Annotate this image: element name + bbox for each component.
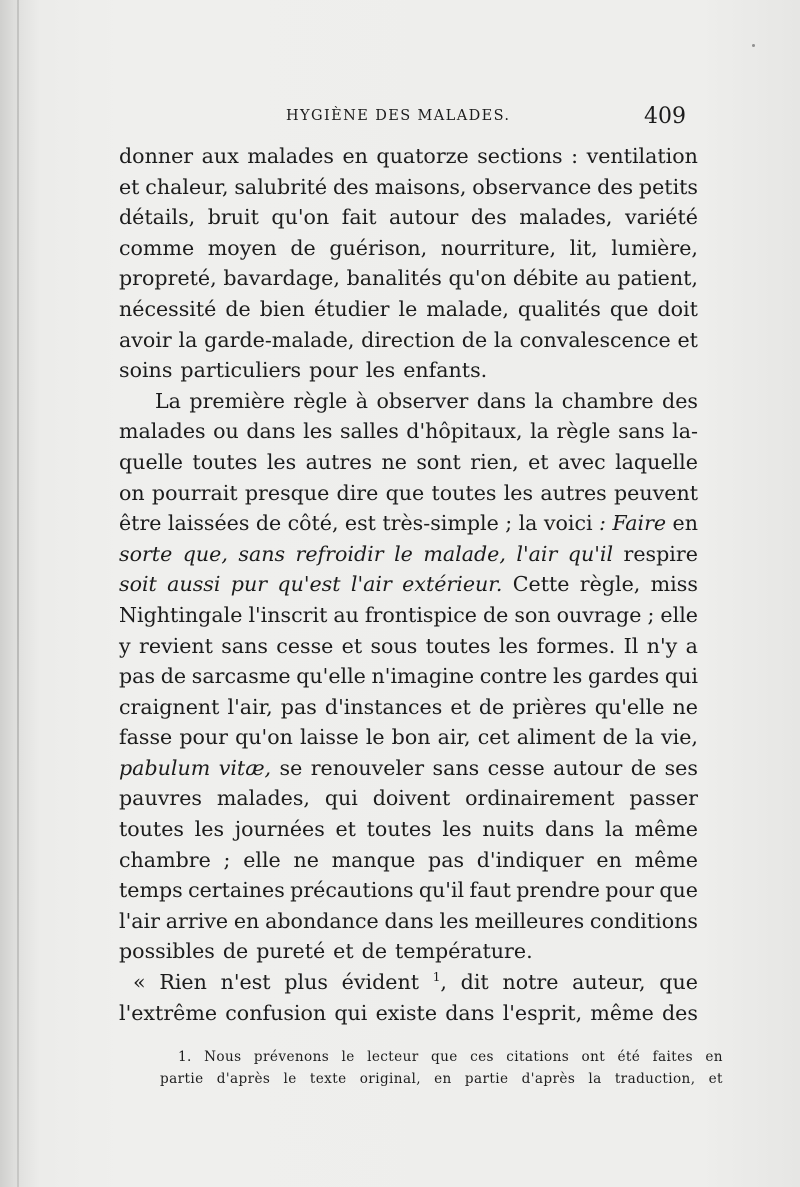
text-line: pauvres malades, qui doivent ordinairement passer — [119, 786, 698, 811]
page-header — [286, 104, 686, 134]
page-number: 409 — [644, 104, 686, 129]
text-line: propreté, bavardage, banalités qu'on débite au patient, — [119, 266, 698, 291]
running-head: HYGIÈNE DES MALADES. — [286, 108, 511, 124]
text-line: sorte que, sans refroidir le malade, l'air qu'il respire — [119, 541, 698, 566]
text-line: être laissées de côté, est très-simple ; la voici : Faire en — [119, 511, 698, 536]
footnote-line: partie d'après le texte original, en partie d'après la traduction, et — [160, 1071, 723, 1087]
text-line: détails, bruit qu'on fait autour des malades, variété — [119, 205, 698, 230]
text-line: on pourrait presque dire que toutes les autres peuvent — [119, 480, 698, 505]
text-line: y revient sans cesse et sous toutes les formes. Il n'y a — [119, 633, 698, 658]
footnote-line: 1. Nous prévenons le lecteur que ces citations ont été faites en — [178, 1049, 723, 1065]
text-line: donner aux malades en quatorze sections : ventilation — [119, 144, 698, 168]
text-line: temps certaines précautions qu'il faut prendre pour que — [119, 878, 698, 903]
text-line: quelle toutes les autres ne sont rien, et avec laquelle — [119, 449, 698, 474]
text-line: chambre ; elle ne manque pas d'indiquer en même — [119, 847, 698, 872]
text-line: fasse pour qu'on laisse le bon air, cet aliment de la vie, — [119, 725, 698, 750]
text-line: pas de sarcasme qu'elle n'imagine contre les gardes qui — [119, 664, 698, 689]
text-line: possibles de pureté et de température. — [119, 939, 533, 964]
text-line: La première règle à observer dans la chambre des — [155, 388, 698, 413]
text-line: toutes les journées et toutes les nuits dans la même — [119, 817, 698, 842]
text-line: avoir la garde-malade, direction de la convalescence et — [119, 327, 698, 352]
text-line: soit aussi pur qu'est l'air extérieur. Cette règle, miss — [119, 572, 698, 597]
text-line: pabulum vitæ, se renouveler sans cesse autour de ses — [119, 755, 698, 780]
text-line: l'air arrive en abondance dans les meilleures conditions — [119, 908, 698, 933]
footnotes — [160, 1046, 723, 1090]
text-line: Nightingale l'inscrit au frontispice de son ouvrage ; elle — [119, 602, 698, 627]
text-line: nécessité de bien étudier le malade, qualités que doit — [119, 296, 698, 321]
text-line: comme moyen de guérison, nourriture, lit, lumière, — [119, 235, 698, 260]
text-line: l'extrême confusion qui existe dans l'esprit, même des — [119, 1000, 698, 1025]
text-line: malades ou dans les salles d'hôpitaux, la règle sans la- — [119, 419, 698, 444]
text-line: soins particuliers pour les enfants. — [119, 358, 488, 383]
page-gutter — [17, 0, 19, 1187]
body-text — [119, 141, 698, 1028]
text-line: craignent l'air, pas d'instances et de prières qu'elle ne — [119, 694, 698, 719]
ink-speck — [752, 44, 755, 47]
text-line: « Rien n'est plus évident $^1$, dit notre auteur, que — [133, 970, 698, 995]
text-line: et chaleur, salubrité des maisons, observance des petits — [119, 174, 698, 199]
